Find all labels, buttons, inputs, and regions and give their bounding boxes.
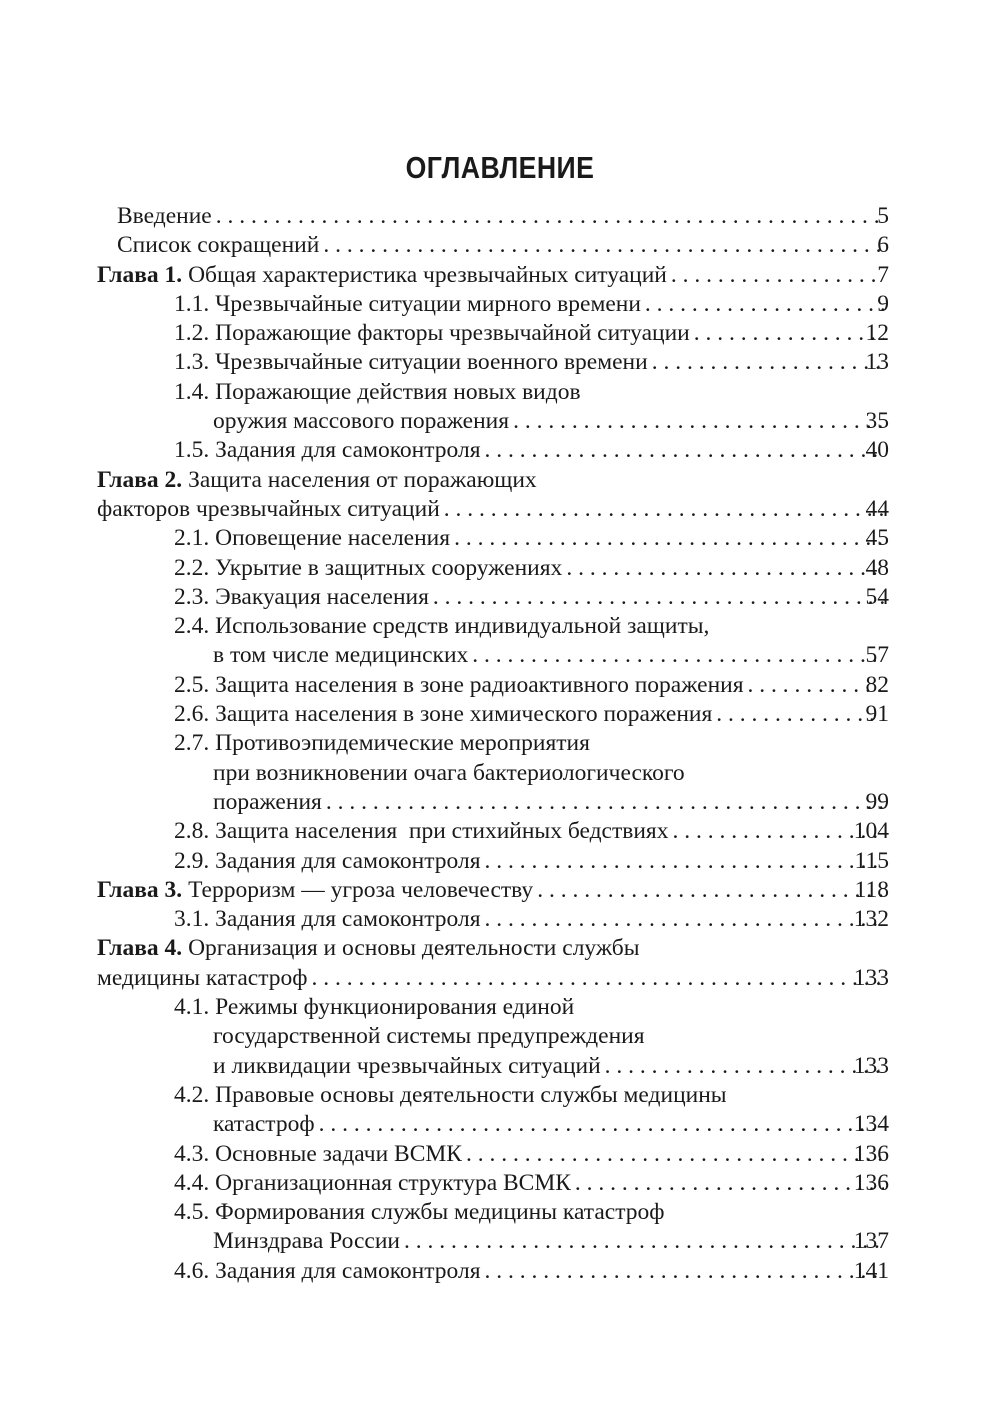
toc-entry-title-cont: в том числе медицинских <box>213 642 469 669</box>
dot-leader <box>319 1110 884 1139</box>
toc-entry-title: Эвакуация населения <box>215 583 429 610</box>
toc-entry-continuation[interactable] <box>0 759 1000 788</box>
section-number: 3.1. <box>174 906 210 933</box>
section-number: 1.5. <box>174 437 210 464</box>
dot-leader <box>485 436 884 465</box>
section-number: 4.6. <box>174 1257 210 1284</box>
toc-entry[interactable] <box>0 290 1000 319</box>
dot-leader <box>404 1227 884 1256</box>
toc-page-number: 133 <box>853 1052 889 1079</box>
section-number: 1.2. <box>174 320 210 347</box>
dot-leader <box>433 583 884 612</box>
toc-page-number: 40 <box>865 437 889 464</box>
toc-entry-title: Формирования службы медицины катастроф <box>215 1199 665 1226</box>
section-number: 4.1. <box>174 994 210 1021</box>
toc-entry-title: Задания для самоконтроля <box>215 437 481 464</box>
toc-entry[interactable] <box>0 348 1000 377</box>
toc-page-number: 104 <box>853 818 889 845</box>
section-number: 1.1. <box>174 290 210 317</box>
toc-entry[interactable] <box>0 1198 1000 1227</box>
dot-leader <box>485 905 884 934</box>
toc-page-number: 137 <box>853 1228 889 1255</box>
section-number: 4.3. <box>174 1140 210 1167</box>
section-number: 2.6. <box>174 701 210 728</box>
toc-entry[interactable] <box>0 1257 1000 1286</box>
toc-page-number: 6 <box>877 232 889 259</box>
toc-chapter[interactable] <box>0 466 1000 495</box>
dot-leader <box>645 290 884 319</box>
toc-page-number: 9 <box>877 290 889 317</box>
toc-entry-title: Терроризм — угроза человечеству <box>188 876 534 903</box>
chapter-label: Глава 3. <box>97 876 183 903</box>
dot-leader <box>673 817 885 846</box>
toc-entry-title: Общая характеристика чрезвычайных ситуаций <box>188 261 667 288</box>
toc-page-number: 136 <box>853 1169 889 1196</box>
dot-leader <box>652 348 884 377</box>
toc-chapter-continuation[interactable] <box>0 964 1000 993</box>
section-number: 2.2. <box>174 554 210 581</box>
toc-entry-title: Задания для самоконтроля <box>215 1257 481 1284</box>
dot-leader <box>485 1257 884 1286</box>
toc-entry-title: Поражающие действия новых видов <box>215 378 581 405</box>
section-number: 1.4. <box>174 378 210 405</box>
toc-entry[interactable] <box>0 202 1000 231</box>
toc-page-number: 141 <box>853 1257 889 1284</box>
toc-page-number: 134 <box>853 1111 889 1138</box>
chapter-label: Глава 1. <box>97 261 183 288</box>
toc-entry-title: Основные задачи ВСМК <box>215 1140 462 1167</box>
toc-page-number: 35 <box>865 408 889 435</box>
toc-page-number: 13 <box>865 349 889 376</box>
toc-entry-title: Задания для самоконтроля <box>215 906 481 933</box>
toc-entry-title: Чрезвычайные ситуации мирного времени <box>215 290 641 317</box>
toc-entry-continuation[interactable] <box>0 1110 1000 1139</box>
toc-entry-title-cont: факторов чрезвычайных ситуаций <box>97 495 440 522</box>
dot-leader <box>454 524 884 553</box>
toc-page-number: 5 <box>877 203 889 229</box>
toc-entry-title: Организация и основы деятельности службы <box>188 935 640 962</box>
toc-entry[interactable] <box>0 817 1000 846</box>
section-number: 2.3. <box>174 583 210 610</box>
dot-leader <box>216 202 884 231</box>
toc-entry-continuation[interactable] <box>0 641 1000 670</box>
toc-entry-title: Противоэпидемические мероприятия <box>215 730 590 757</box>
chapter-label: Глава 2. <box>97 466 183 493</box>
toc-entry-title-cont: катастроф <box>213 1111 315 1138</box>
toc-entry-title-cont: при возникновении очага бактериологического <box>213 759 685 786</box>
dot-leader <box>537 876 884 905</box>
toc-entry[interactable] <box>0 612 1000 641</box>
toc-entry[interactable] <box>0 1169 1000 1198</box>
toc-page-number: 115 <box>854 847 889 874</box>
dot-leader <box>605 1052 884 1081</box>
toc-entry-title-cont: медицины катастроф <box>97 964 308 991</box>
section-number: 4.4. <box>174 1169 210 1196</box>
toc-entry[interactable] <box>0 583 1000 612</box>
toc-page-number: 12 <box>865 320 889 347</box>
toc-entry[interactable] <box>0 729 1000 758</box>
dot-leader <box>513 407 884 436</box>
toc-entry-continuation[interactable] <box>0 1052 1000 1081</box>
toc-entry[interactable] <box>0 671 1000 700</box>
section-number: 2.9. <box>174 847 210 874</box>
toc-chapter[interactable] <box>0 934 1000 963</box>
toc-entry-title: Укрытие в защитных сооружениях <box>215 554 563 581</box>
toc-entry-title: Поражающие факторы чрезвычайной ситуации <box>215 320 690 347</box>
toc-page-number: 133 <box>853 964 889 991</box>
toc-page-number: 7 <box>877 261 889 288</box>
toc-entry-title: Защита населения в зоне радиоактивного поражения <box>215 671 744 698</box>
toc-entry[interactable] <box>0 524 1000 553</box>
toc-entry[interactable] <box>0 700 1000 729</box>
toc-entry[interactable] <box>0 319 1000 348</box>
toc-entry-title: Защита населения в зоне химического поражения <box>215 701 713 728</box>
dot-leader <box>575 1169 884 1198</box>
toc-chapter[interactable] <box>0 261 1000 290</box>
toc-entry-title: Введение <box>117 203 212 229</box>
section-number: 4.2. <box>174 1081 210 1108</box>
toc-entry-title: Список сокращений <box>117 232 320 259</box>
dot-leader <box>466 1140 884 1169</box>
section-number: 4.5. <box>174 1199 210 1226</box>
toc-page-number: 136 <box>853 1140 889 1167</box>
dot-leader <box>485 847 884 876</box>
toc-entry-title: Задания для самоконтроля <box>215 847 481 874</box>
toc-entry-title-cont: Минздрава России <box>213 1228 400 1255</box>
toc-entry[interactable] <box>0 905 1000 934</box>
dot-leader <box>444 495 884 524</box>
dot-leader <box>716 700 884 729</box>
toc-entry[interactable] <box>0 554 1000 583</box>
section-number: 2.5. <box>174 671 210 698</box>
chapter-label: Глава 4. <box>97 935 183 962</box>
dot-leader <box>566 554 884 583</box>
toc-entry-title-cont: оружия массового поражения <box>213 408 510 435</box>
toc-page-number: 54 <box>865 583 889 610</box>
toc-page-number: 48 <box>865 554 889 581</box>
section-number: 2.4. <box>174 613 210 640</box>
toc-page-number: 132 <box>853 906 889 933</box>
dot-leader <box>312 964 884 993</box>
toc-entry-continuation[interactable] <box>0 788 1000 817</box>
section-number: 2.7. <box>174 730 210 757</box>
toc-entry-title-cont: поражения <box>213 788 322 815</box>
toc-entry[interactable] <box>0 436 1000 465</box>
dot-leader <box>694 319 884 348</box>
toc-entry-title: Оповещение населения <box>215 525 451 552</box>
toc-page-number: 91 <box>865 701 889 728</box>
toc-chapter[interactable] <box>0 876 1000 905</box>
toc-entry[interactable] <box>0 378 1000 407</box>
toc-page-number: 44 <box>865 495 889 522</box>
toc-entry-title: Защита населения от поражающих <box>188 466 537 493</box>
section-number: 2.1. <box>174 525 210 552</box>
toc-entry[interactable] <box>0 1140 1000 1169</box>
toc-entry-title: Защита населения при стихийных бедствиях <box>215 818 669 845</box>
dot-leader <box>326 788 884 817</box>
page-title: ОГЛАВЛЕНИЕ <box>405 150 595 185</box>
toc-entry-continuation[interactable] <box>0 1227 1000 1256</box>
toc-entry[interactable] <box>0 847 1000 876</box>
toc-entry-title: Правовые основы деятельности службы медицины <box>215 1081 727 1108</box>
toc-page-number: 118 <box>854 876 889 903</box>
toc-entry[interactable] <box>0 1081 1000 1110</box>
toc-page-number: 45 <box>865 525 889 552</box>
section-number: 1.3. <box>174 349 210 376</box>
toc-entry-title-cont: государственной системы предупреждения <box>213 1023 645 1050</box>
toc-entry-title-cont: и ликвидации чрезвычайных ситуаций <box>213 1052 601 1079</box>
toc-entry-title: Чрезвычайные ситуации военного времени <box>215 349 648 376</box>
toc-entry-title: Использование средств индивидуальной защиты, <box>215 613 710 640</box>
toc-chapter-continuation[interactable] <box>0 495 1000 524</box>
dot-leader <box>671 261 884 290</box>
table-of-contents <box>0 202 1000 1286</box>
toc-entry[interactable] <box>0 993 1000 1022</box>
toc-page-number: 99 <box>865 788 889 815</box>
section-number: 2.8. <box>174 818 210 845</box>
toc-entry[interactable] <box>0 231 1000 260</box>
dot-leader <box>748 671 884 700</box>
toc-entry-continuation[interactable] <box>0 1022 1000 1051</box>
toc-entry-title: Режимы функционирования единой <box>215 994 575 1021</box>
toc-page-number: 57 <box>865 642 889 669</box>
dot-leader <box>323 231 884 260</box>
toc-entry-continuation[interactable] <box>0 407 1000 436</box>
toc-entry-title: Организационная структура ВСМК <box>215 1169 571 1196</box>
dot-leader <box>472 641 884 670</box>
toc-page-number: 82 <box>865 671 889 698</box>
